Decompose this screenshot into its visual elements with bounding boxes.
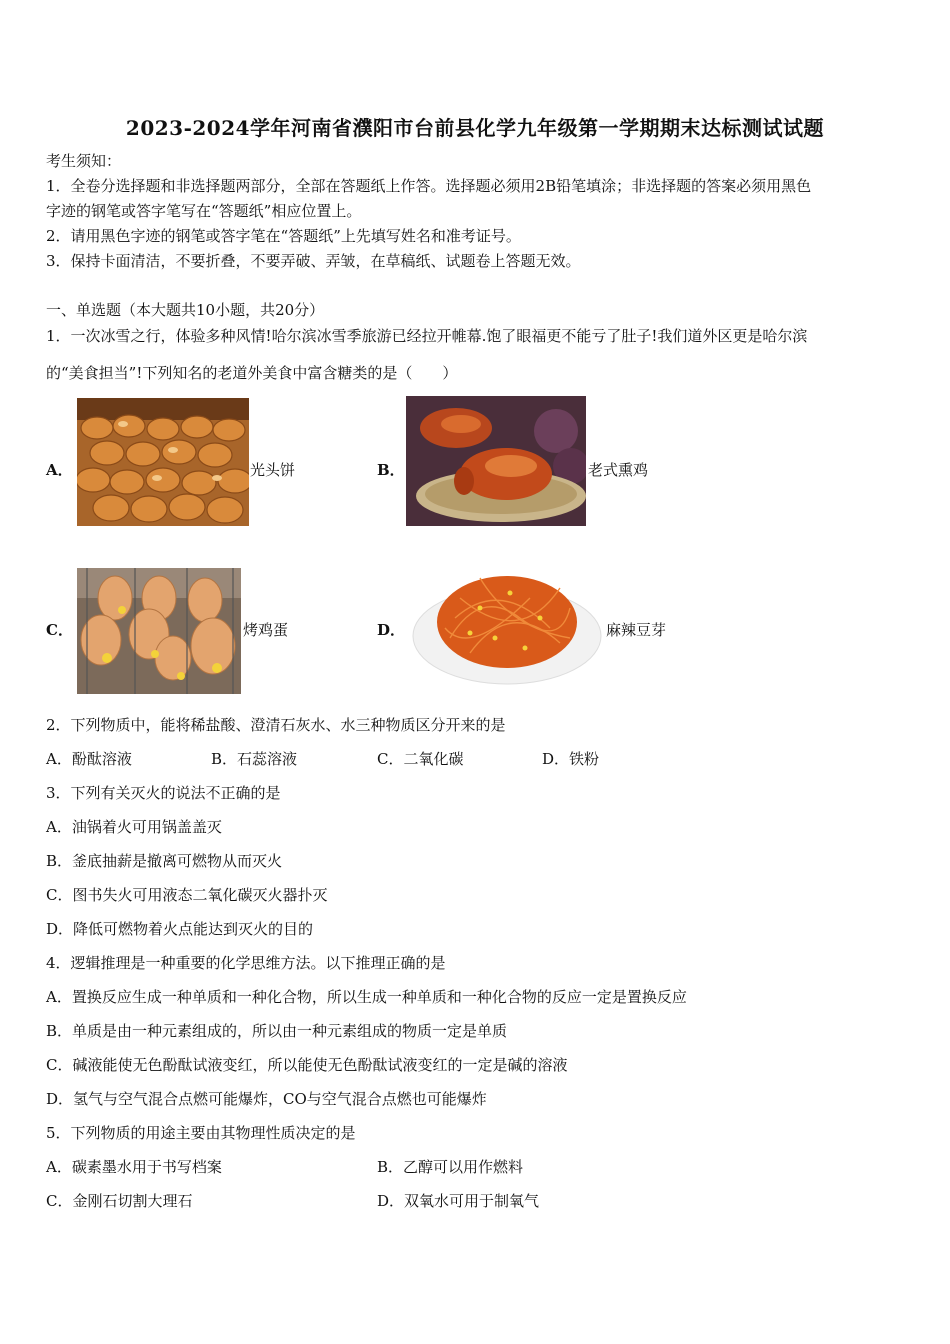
q4-option: B．单质是由一种元素组成的，所以由一种元素组成的物质一定是单质: [46, 1022, 508, 1040]
notice-item: 字迹的钢笔或答字笔写在“答题纸”相应位置上。: [46, 202, 362, 220]
q5-option: A．碳素墨水用于书写档案: [46, 1158, 222, 1176]
option-label: D．: [377, 621, 406, 639]
notice-item: 3．保持卡面清洁，不要折叠，不要弄破、弄皱，在草稿纸、试题卷上答题无效。: [46, 252, 581, 270]
q2-option: C．二氧化碳: [377, 750, 464, 768]
notice-item: 1．全卷分选择题和非选择题两部分，全部在答题纸上作答。选择题必须用2B铅笔填涂；非选择题的答案必须用黑色: [46, 177, 812, 195]
option-label: C．: [46, 621, 73, 639]
section-heading: 一、单选题（本大题共10小题，共20分）: [46, 301, 325, 319]
option-text: 老式熏鸡: [588, 461, 649, 479]
q3-option: C．图书失火可用液态二氧化碳灭火器扑灭: [46, 886, 328, 904]
q5-option: B．乙醇可以用作燃料: [377, 1158, 524, 1176]
option-text: 烤鸡蛋: [243, 621, 289, 639]
notice-heading: 考生须知：: [46, 152, 122, 170]
food-image-spicy-sprouts: [410, 558, 604, 688]
option-label: A．: [46, 461, 73, 479]
q3-option: B．釜底抽薪是撤离可燃物从而灭火: [46, 852, 283, 870]
q5-option: C．金刚石切割大理石: [46, 1192, 193, 1210]
option-text: 麻辣豆芽: [606, 621, 667, 639]
page-title: 2023-2024学年河南省濮阳市台前县化学九年级第一学期期末达标测试试题: [125, 116, 825, 140]
q3-option: A．油锅着火可用锅盖盖灭: [46, 818, 222, 836]
q5-stem: 5．下列物质的用途主要由其物理性质决定的是: [46, 1124, 356, 1142]
q2-option: B．石蕊溶液: [211, 750, 298, 768]
option-text: 光头饼: [250, 461, 296, 479]
q4-option: C．碱液能使无色酚酞试液变红，所以能使无色酚酞试液变红的一定是碱的溶液: [46, 1056, 568, 1074]
q4-option: A．置换反应生成一种单质和一种化合物，所以生成一种单质和一种化合物的反应一定是置换反应: [46, 988, 687, 1006]
q4-stem: 4．逻辑推理是一种重要的化学思维方法。以下推理正确的是: [46, 954, 446, 972]
q1-stem: 1．一次冰雪之行，体验多种风情!哈尔滨冰雪季旅游已经拉开帷幕.饱了眼福更不能亏了肚子!我们道外区更是哈尔滨: [46, 327, 808, 345]
q2-option: A．酚酞溶液: [46, 750, 132, 768]
q2-stem: 2．下列物质中，能将稀盐酸、澄清石灰水、水三种物质区分开来的是: [46, 716, 506, 734]
food-image-cakes: [77, 398, 249, 526]
q5-option: D．双氧水可用于制氧气: [377, 1192, 540, 1210]
q4-option: D．氢气与空气混合点燃可能爆炸，CO与空气混合点燃也可能爆炸: [46, 1090, 487, 1108]
option-label: B．: [377, 461, 405, 479]
food-image-smoked-chicken: [406, 396, 586, 526]
q3-option: D．降低可燃物着火点能达到灭火的目的: [46, 920, 314, 938]
notice-item: 2．请用黑色字迹的钢笔或答字笔在“答题纸”上先填写姓名和准考证号。: [46, 227, 521, 245]
q1-stem: 的“美食担当”!下列知名的老道外美食中富含糖类的是（ ）: [46, 364, 458, 382]
food-image-roasted-eggs: [77, 568, 241, 694]
q2-option: D．铁粉: [542, 750, 600, 768]
q3-stem: 3．下列有关灭火的说法不正确的是: [46, 784, 281, 802]
